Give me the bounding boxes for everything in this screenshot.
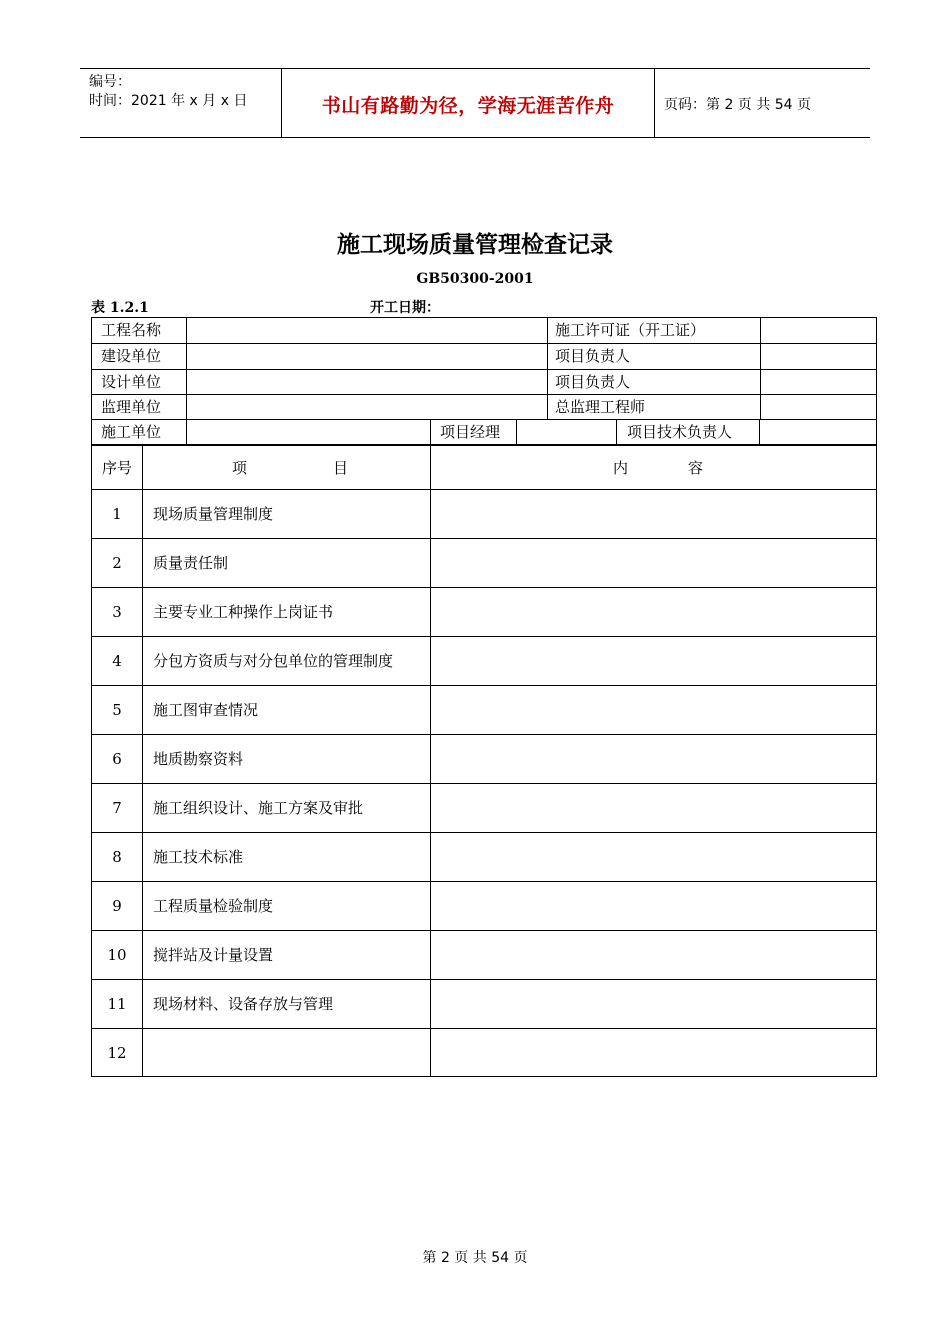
table-row	[92, 489, 876, 538]
row-content-cell	[431, 980, 876, 1028]
project-manager-label: 项目经理	[440, 423, 501, 441]
row-item: 施工技术标准	[143, 833, 431, 881]
header-seq: 序号	[92, 446, 143, 490]
construction-unit-label: 施工单位	[101, 423, 162, 441]
row-number: 10	[92, 931, 143, 979]
row-number: 3	[92, 588, 143, 636]
doc-time-label: 时间：2021 年 x 月 x 日	[89, 93, 248, 109]
row-number: 1	[92, 490, 143, 538]
technical-lead-label: 项目技术负责人	[627, 423, 733, 441]
row-content-cell	[431, 637, 876, 685]
table-row	[92, 636, 876, 685]
header-motto-cell	[281, 69, 655, 137]
row-item: 现场材料、设备存放与管理	[143, 980, 431, 1028]
row-content-cell	[431, 735, 876, 783]
row-number: 2	[92, 539, 143, 587]
row-item: 现场质量管理制度	[143, 490, 431, 538]
chief-supervisor-label: 总监理工程师	[555, 398, 646, 416]
row-number: 9	[92, 882, 143, 930]
table-row	[92, 685, 876, 734]
page-indicator: 页码：第 2 页 共 54 页	[664, 97, 811, 113]
design-lead-label: 项目负责人	[555, 373, 631, 391]
row-item: 主要专业工种操作上岗证书	[143, 588, 431, 636]
table-number: 表 1.2.1	[91, 300, 149, 316]
row-number: 8	[92, 833, 143, 881]
row-content-cell	[431, 588, 876, 636]
row-number: 7	[92, 784, 143, 832]
construction-permit-label: 施工许可证（开工证）	[555, 321, 706, 339]
row-number: 5	[92, 686, 143, 734]
builder-unit-label: 建设单位	[101, 347, 162, 365]
design-unit-label: 设计单位	[101, 373, 162, 391]
row-content-cell	[431, 490, 876, 538]
project-info-table	[91, 317, 877, 445]
table-row	[92, 587, 876, 636]
row-content-cell	[431, 784, 876, 832]
row-number: 4	[92, 637, 143, 685]
row-number: 11	[92, 980, 143, 1028]
table-row	[92, 930, 876, 979]
row-number: 12	[92, 1029, 143, 1077]
row-item: 搅拌站及计量设置	[143, 931, 431, 979]
header-item-char-2: 目	[333, 459, 349, 477]
inspection-items-table	[91, 445, 877, 1077]
row-item: 施工组织设计、施工方案及审批	[143, 784, 431, 832]
motto-text: 书山有路勤为径，学海无涯苦作舟	[321, 95, 615, 117]
table-row	[92, 881, 876, 930]
row-item: 施工图审查情况	[143, 686, 431, 734]
page-title: 施工现场质量管理检查记录	[337, 232, 613, 258]
row-content-cell	[431, 686, 876, 734]
row-content-cell	[431, 1029, 876, 1077]
table-row	[92, 734, 876, 783]
row-content-cell	[431, 833, 876, 881]
header-content-char-1: 内	[613, 459, 629, 477]
page-footer: 第 2 页 共 54 页	[422, 1250, 528, 1266]
row-item: 质量责任制	[143, 539, 431, 587]
header-page-cell	[654, 69, 870, 137]
table-row	[92, 538, 876, 587]
table-row	[92, 783, 876, 832]
header-content	[431, 446, 876, 490]
doc-number-label: 编号：	[89, 74, 131, 90]
standard-code: GB50300-2001	[416, 271, 534, 287]
header-meta-cell	[80, 69, 281, 137]
table-header-row	[92, 445, 876, 490]
document-header	[80, 68, 870, 138]
header-item	[143, 446, 431, 490]
row-item: 地质勘察资料	[143, 735, 431, 783]
row-number: 6	[92, 735, 143, 783]
row-item	[143, 1029, 431, 1077]
project-name-label: 工程名称	[101, 321, 162, 339]
start-date-label: 开工日期：	[370, 300, 440, 316]
row-content-cell	[431, 931, 876, 979]
row-content-cell	[431, 539, 876, 587]
supervision-unit-label: 监理单位	[101, 398, 162, 416]
header-item-char-1: 项	[232, 459, 248, 477]
header-content-char-2: 容	[688, 459, 704, 477]
row-content-cell	[431, 882, 876, 930]
table-row	[92, 979, 876, 1028]
row-item: 分包方资质与对分包单位的管理制度	[143, 637, 431, 685]
row-item: 工程质量检验制度	[143, 882, 431, 930]
table-row	[92, 1028, 876, 1077]
builder-lead-label: 项目负责人	[555, 347, 631, 365]
table-row	[92, 832, 876, 881]
